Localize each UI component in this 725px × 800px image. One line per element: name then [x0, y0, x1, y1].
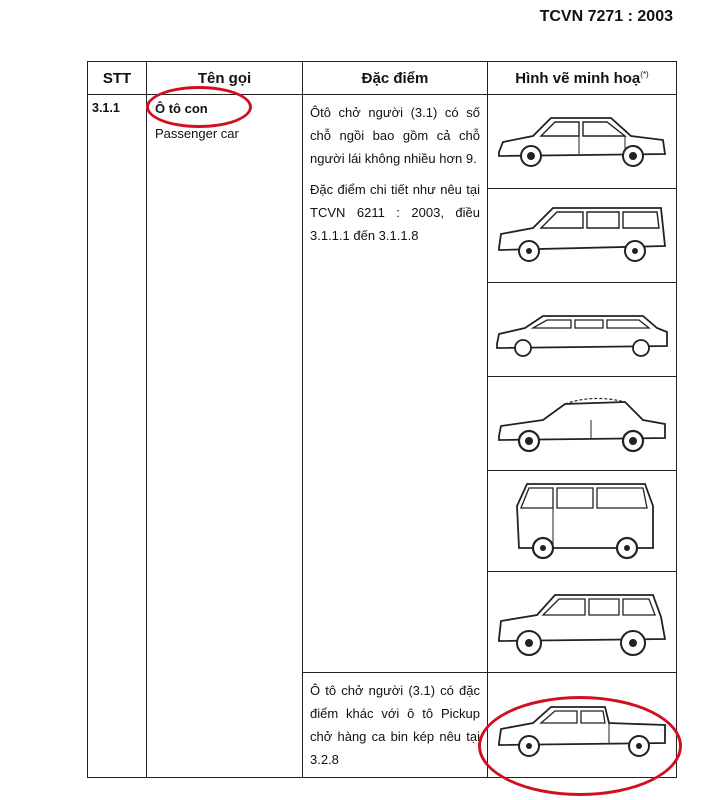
col-illustration	[488, 62, 677, 95]
highlight-circle-name	[146, 86, 252, 128]
name-english: Passenger car	[155, 126, 239, 141]
illustration-cell	[488, 283, 677, 377]
limousine-drawing	[493, 290, 671, 370]
van-drawing	[493, 476, 671, 566]
station-wagon-drawing	[493, 196, 671, 276]
vehicle-classification-table	[87, 61, 677, 778]
illustration-cell	[488, 189, 677, 283]
col-illustration-label: Hình vẽ minh hoạ	[515, 69, 641, 87]
row-number: 3.1.1	[88, 95, 147, 778]
sedan-drawing	[493, 102, 671, 182]
illustration-cell	[488, 471, 677, 572]
illustration-cell	[488, 572, 677, 673]
characteristics-passenger-car	[303, 95, 488, 673]
convertible-drawing	[493, 384, 671, 464]
col-name: Tên gọi	[147, 62, 303, 95]
illustration-cell	[488, 377, 677, 471]
standard-number: TCVN 7271 : 2003	[539, 8, 673, 25]
characteristics-paragraph: Đặc điểm chi tiết như nêu tại TCVN 6211 : 2003, điều 3.1.1.1 đến 3.1.1.8	[310, 182, 480, 243]
illustration-cell	[488, 95, 677, 189]
col-characteristics: Đặc điểm	[303, 62, 488, 95]
characteristics-paragraph: Ôtô chở người (3.1) có số chỗ ngồi bao gồm cả chỗ người lái không nhiều hơn 9.	[310, 105, 480, 166]
highlight-circle-pickup	[478, 696, 682, 796]
name-vietnamese: Ô tô con	[155, 101, 208, 116]
suv-drawing	[493, 577, 671, 667]
vehicle-name-cell	[147, 95, 303, 778]
characteristics-double-cab: Ô tô chở người (3.1) có đặc điểm khác với ô tô Pickup chở hàng ca bin kép nêu tại 3.2.8	[303, 673, 488, 778]
col-stt: STT	[88, 62, 147, 95]
illustration-footnote-mark: (*)	[640, 69, 649, 79]
